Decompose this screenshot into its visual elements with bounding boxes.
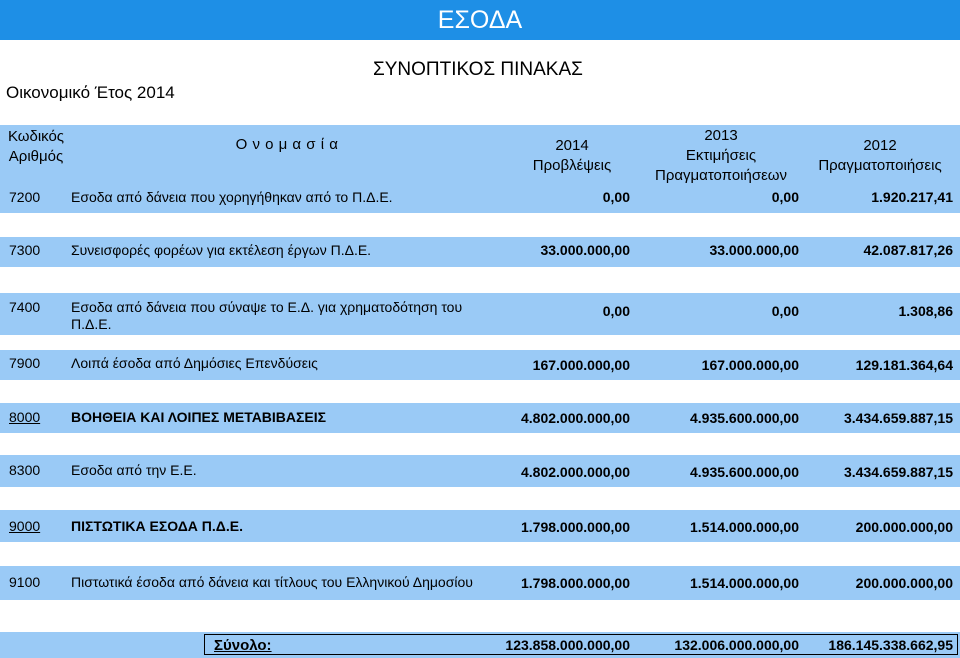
row-value-2014: 4.802.000.000,00 — [521, 410, 630, 426]
row-value-2012: 200.000.000,00 — [855, 575, 953, 591]
row-value-2013: 1.514.000.000,00 — [690, 575, 799, 591]
column-header-2012: 2012 Πραγματοποιήσεις — [800, 125, 960, 185]
row-value-2013: 167.000.000,00 — [701, 357, 799, 373]
column-header-2014: 2014 Προβλέψεις — [502, 125, 642, 185]
row-code: 8000 — [9, 409, 41, 425]
row-value-2012: 42.087.817,26 — [863, 242, 953, 258]
row-code: 7200 — [9, 189, 41, 205]
row-value-2013: 0,00 — [771, 303, 799, 319]
row-description-continued: Π.Δ.Ε. — [71, 316, 112, 332]
row-code: 9100 — [9, 574, 41, 590]
row-description: Λοιπά έσοδα από Δημόσιες Επενδύσεις — [71, 355, 318, 371]
row-description: Πιστωτικά έσοδα από δάνεια και τίτλους του Ελληνικού Δημοσίου — [71, 574, 473, 590]
row-description: Εσοδα από δάνεια που σύναψε το Ε.Δ. για χρηματοδότηση του — [71, 299, 463, 315]
row-code: 8300 — [9, 462, 41, 478]
total-value-2014: 123.858.000.000,00 — [505, 637, 630, 653]
row-value-2014: 4.802.000.000,00 — [521, 464, 630, 480]
row-value-2014: 167.000.000,00 — [532, 357, 630, 373]
row-value-2014: 0,00 — [602, 189, 630, 205]
row-value-2014: 0,00 — [602, 303, 630, 319]
row-value-2012: 1.920.217,41 — [871, 189, 953, 205]
column-header-name: Ο ν ο μ α σ ί α — [72, 125, 502, 185]
row-value-2012: 3.434.659.887,15 — [844, 464, 953, 480]
total-value-2013: 132.006.000.000,00 — [674, 637, 799, 653]
row-value-2014: 1.798.000.000,00 — [521, 575, 630, 591]
row-value-2013: 4.935.600.000,00 — [690, 410, 799, 426]
column-header-2013: 2013 Εκτιμήσεις Πραγματοποιήσεων — [642, 125, 800, 185]
page-subtitle: ΣΥΝΟΠΤΙΚΟΣ ΠΙΝΑΚΑΣ — [373, 59, 583, 80]
row-description: ΒΟΗΘΕΙΑ ΚΑΙ ΛΟΙΠΕΣ ΜΕΤΑΒΙΒΑΣΕΙΣ — [71, 409, 327, 425]
row-value-2014: 1.798.000.000,00 — [521, 519, 630, 535]
row-code: 9000 — [9, 518, 41, 534]
row-description: Συνεισφορές φορέων για εκτέλεση έργων Π.Δ.Ε. — [71, 242, 372, 258]
row-value-2012: 129.181.364,64 — [855, 357, 953, 373]
row-description: Εσοδα από δάνεια που χορηγήθηκαν από το Π.Δ.Ε. — [71, 189, 393, 205]
fiscal-year: Οικονομικό Έτος 2014 — [6, 83, 175, 102]
row-description: Εσοδα από την Ε.Ε. — [71, 462, 197, 478]
row-value-2014: 33.000.000,00 — [540, 242, 630, 258]
total-value-2012: 186.145.338.662,95 — [828, 637, 953, 653]
row-code: 7900 — [9, 355, 41, 371]
row-value-2012: 1.308,86 — [898, 303, 953, 319]
row-value-2012: 3.434.659.887,15 — [844, 410, 953, 426]
row-value-2013: 4.935.600.000,00 — [690, 464, 799, 480]
row-value-2013: 1.514.000.000,00 — [690, 519, 799, 535]
row-value-2013: 33.000.000,00 — [709, 242, 799, 258]
row-value-2013: 0,00 — [771, 189, 799, 205]
row-code: 7400 — [9, 299, 41, 315]
row-description: ΠΙΣΤΩΤΙΚΑ ΕΣΟΔΑ Π.Δ.Ε. — [71, 518, 243, 534]
row-value-2012: 200.000.000,00 — [855, 519, 953, 535]
page-title: ΕΣΟΔΑ — [437, 6, 523, 34]
row-code: 7300 — [9, 242, 41, 258]
column-header-code: Κωδικός Αριθμός — [0, 125, 72, 185]
total-label: Σύνολο: — [214, 637, 272, 654]
